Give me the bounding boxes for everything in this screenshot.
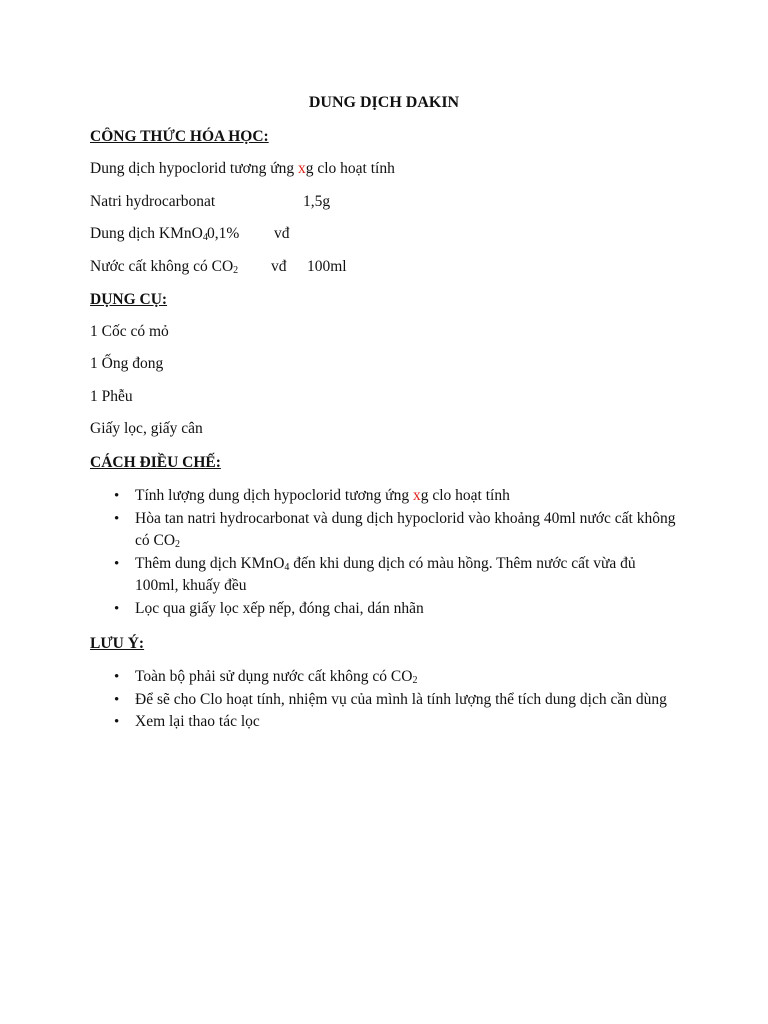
tool-item: 1 Ống đong <box>90 355 164 372</box>
water-subscript: 2 <box>233 265 239 276</box>
kmno4-amount: vđ <box>274 225 290 242</box>
note-item: • Toàn bộ phải sử dụng nước cất không có $CO_2$ <box>90 666 680 689</box>
water-qs: vđ <box>271 258 287 275</box>
method-step: • Hòa tan natri hydrocarbonat và dung dịch hypoclorid vào khoảng 40ml nước cất không có $CO_2$ <box>90 508 680 553</box>
kmno4-subscript: 4 <box>202 232 208 243</box>
kmno4-name: Dung dịch KMnO <box>90 225 203 242</box>
method-step: • Thêm dung dịch KMnO$_4$ đến khi dung dịch có màu hồng. Thêm nước cất vừa đủ 100ml, khuấy đều <box>90 553 680 598</box>
water-amount: 100ml <box>307 258 347 275</box>
method-step: • Lọc qua giấy lọc xếp nếp, đóng chai, dán nhãn <box>90 598 680 621</box>
formula-amount-natri: 1,5g <box>303 193 331 210</box>
tool-item: 1 Phễu <box>90 388 133 405</box>
kmno4-concentration: 0,1% <box>207 225 240 242</box>
method-step: • Tính lượng dung dịch hypoclorid tương ứng xg clo hoạt tính <box>90 485 680 508</box>
document-title: DUNG DỊCH DAKIN <box>308 94 460 111</box>
formula-line-text: g clo hoạt tính <box>305 160 395 177</box>
formula-line-water <box>90 258 238 276</box>
tool-item: Giấy lọc, giấy cân <box>90 420 203 437</box>
method-heading: CÁCH ĐIỀU CHẾ: <box>90 454 221 471</box>
formula-line-kmno4 <box>90 225 208 243</box>
notes-list <box>90 666 680 734</box>
water-name: Nước cất không có CO <box>90 258 234 275</box>
variable-x: x <box>412 487 421 504</box>
formula-line-hypoclorid <box>90 160 395 178</box>
notes-heading: LƯU Ý: <box>90 635 145 652</box>
tools-heading: DỤNG CỤ: <box>90 291 168 308</box>
note-item: • Xem lại thao tác lọc <box>90 711 680 734</box>
formula-line-natri: Natri hydrocarbonat <box>90 193 216 210</box>
variable-x: x <box>297 160 306 177</box>
tool-item: 1 Cốc có mỏ <box>90 323 169 340</box>
method-steps-list <box>90 485 680 620</box>
note-item: • Để sẽ cho Clo hoạt tính, nhiệm vụ của mình là tính lượng thể tích dung dịch cần dùng <box>90 689 680 712</box>
formula-heading: CÔNG THỨC HÓA HỌC: <box>90 128 269 145</box>
formula-line-text: Dung dịch hypoclorid tương ứng <box>90 160 298 177</box>
